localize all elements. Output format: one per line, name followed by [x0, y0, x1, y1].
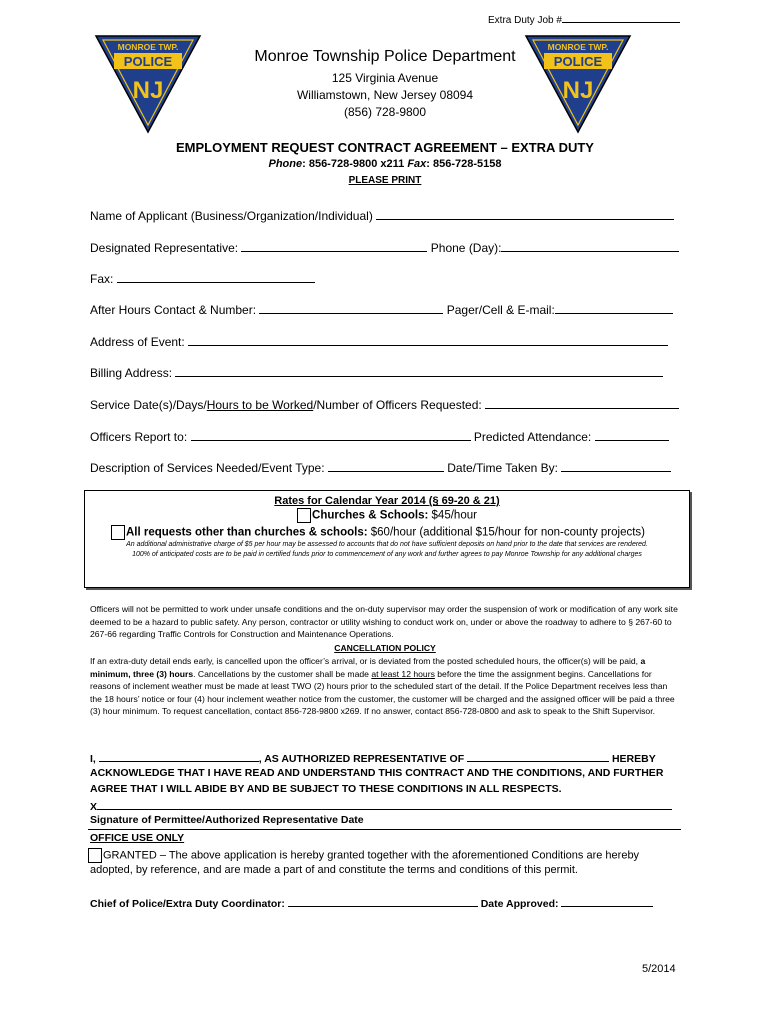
office-heading: OFFICE USE ONLY	[90, 832, 185, 844]
billing-label: Billing Address:	[90, 366, 173, 380]
cancellation-minimum: a minimum, three (3) hours	[90, 656, 646, 679]
predicted-attendance-field[interactable]	[595, 427, 669, 441]
ack-line-2: ACKNOWLEDGE THAT I HAVE READ AND UNDERSTAND THIS CONTRACT AND THE CONDITIONS, AND FURTHER	[90, 767, 664, 779]
signature-x: X	[90, 801, 98, 813]
signature-label: Signature of Permittee/Authorized Representative Date	[90, 814, 364, 826]
description-row	[90, 458, 671, 475]
granted-label: GRANTED	[103, 849, 157, 862]
form-version: 5/2014	[642, 963, 676, 975]
ack-hereby: HEREBY	[609, 753, 656, 765]
officers-report-label: Officers Report to:	[90, 430, 188, 444]
billing-field[interactable]	[175, 363, 663, 377]
extra-duty-job-label	[488, 12, 680, 26]
rates-note-admin: An additional administrative charge of $5 per hour may be assessed to accounts that do not have sufficient deposits on hand prior to the date that services are rendered.	[126, 541, 648, 548]
granted-row	[88, 848, 639, 863]
rates-heading: Rates for Calendar Year 2014 (§ 69-20 & 21)	[274, 495, 500, 507]
department-city: Williamstown, New Jersey 08094	[296, 88, 474, 102]
officers-report-field[interactable]	[191, 427, 471, 441]
form-title: EMPLOYMENT REQUEST CONTRACT AGREEMENT – EXTRA DUTY	[176, 140, 594, 155]
granted-text-2: adopted, by reference, and are made a part of and constitute the terms and conditions of this permit.	[90, 864, 578, 876]
rates-box	[84, 490, 690, 588]
service-row	[90, 395, 679, 412]
granted-checkbox[interactable]	[88, 848, 102, 863]
churches-checkbox[interactable]	[297, 508, 311, 523]
churches-rate: $45/hour	[428, 509, 477, 522]
service-label-post: /Number of Officers Requested:	[313, 398, 482, 412]
all-requests-label: All requests other than churches & schools:	[126, 526, 368, 539]
department-name: Monroe Township Police Department	[254, 48, 516, 65]
phone-day-label: Phone (Day):	[430, 241, 502, 255]
ack-as-rep: , AS AUTHORIZED REPRESENTATIVE OF	[258, 753, 468, 765]
department-street: 125 Virginia Avenue	[331, 71, 439, 85]
all-requests-rate: $60/hour (additional $15/hour for non-county projects)	[367, 526, 646, 539]
chief-row	[90, 895, 653, 910]
address-event-label: Address of Event:	[90, 335, 185, 349]
after-hours-row	[90, 300, 673, 317]
cancellation-text-1: If an extra-duty detail ends early, is cancelled upon the officer’s arrival, or is deviated from the posted scheduled hours, the officer(s) will be paid,	[90, 656, 641, 666]
fax-field[interactable]	[117, 269, 315, 283]
cancellation-paragraph	[90, 655, 680, 718]
department-phone: (856) 728-9800	[343, 105, 427, 119]
ack-line-3: AGREE THAT I WILL ABIDE BY AND BE SUBJECT TO THESE CONDITIONS IN ALL RESPECTS.	[90, 783, 562, 795]
officers-report-row	[90, 427, 669, 444]
phone-day-field[interactable]	[501, 238, 679, 252]
designated-rep-label: Designated Representative:	[90, 241, 239, 255]
designated-rep-field[interactable]	[241, 238, 427, 252]
ack-i: I,	[90, 753, 99, 765]
extra-duty-job-field[interactable]	[562, 12, 680, 23]
address-event-field[interactable]	[188, 332, 668, 346]
billing-row	[90, 363, 663, 380]
cancellation-text-3: before the time the assignment begins. Cancellations for reasons of inclement weather must be made at least TWO (2) hours prior to the scheduled start of the detail. If the Police Department receives less than the 18 hours’ notice or four (4) hour inclement weather notice from the customer, the customer will be charged and the assigned officer will be paid a three (3) hour minimum. To request cancellation, contact 856-728-9800 x269. If no answer, contact 856-728-0800 and ask to speak to the Shift Supervisor.	[90, 668, 675, 717]
predicted-attendance-label: Predicted Attendance:	[473, 430, 592, 444]
ack-line-1	[90, 750, 656, 765]
fax-label: Fax	[407, 158, 427, 170]
ack-name-field[interactable]	[99, 750, 259, 762]
chief-label: Chief of Police/Extra Duty Coordinator:	[90, 898, 285, 910]
date-time-label: Date/Time Taken By:	[447, 461, 558, 475]
signature-field[interactable]	[97, 798, 672, 810]
fax-field-label: Fax:	[90, 272, 114, 286]
fax-value: : 856-728-5158	[426, 158, 502, 170]
extra-duty-job-text: Extra Duty Job #	[488, 15, 562, 26]
applicant-row	[90, 206, 674, 223]
date-approved-field[interactable]	[561, 895, 653, 907]
all-requests-row	[85, 525, 689, 540]
signature-x-row	[90, 798, 672, 813]
service-label-hours: Hours to be Worked	[206, 398, 314, 412]
granted-text: – The above application is hereby granted together with the aforementioned Conditions are hereby	[156, 849, 640, 862]
pager-field[interactable]	[555, 300, 673, 314]
all-requests-checkbox[interactable]	[111, 525, 125, 540]
churches-row	[85, 508, 689, 523]
pager-label: Pager/Cell & E-mail:	[446, 303, 555, 317]
applicant-field[interactable]	[376, 206, 674, 220]
churches-label: Churches & Schools:	[312, 509, 429, 522]
designated-rep-row	[90, 238, 679, 255]
phone-value: : 856-728-9800 x211	[302, 158, 408, 170]
badge-line3: NJ	[132, 77, 164, 104]
rates-note-prepay: 100% of anticipated costs are to be paid in certified funds prior to commencement of any work and further agrees to pay Monroe Township for any additional charges	[132, 551, 642, 558]
description-field[interactable]	[328, 458, 444, 472]
address-event-row	[90, 332, 668, 349]
badge-line1: MONROE TWP.	[547, 42, 609, 52]
phone-label: Phone	[268, 158, 303, 170]
badge-line3: NJ	[562, 77, 594, 104]
fax-row	[90, 269, 315, 286]
ack-org-field[interactable]	[467, 750, 609, 762]
badge-line2: POLICE	[123, 54, 173, 69]
service-field[interactable]	[485, 395, 679, 409]
badge-line2: POLICE	[553, 54, 603, 69]
contact-line	[0, 158, 770, 170]
office-divider	[88, 829, 681, 830]
safety-paragraph: Officers will not be permitted to work under unsafe conditions and the on-duty supervisor may order the suspension of work or modification of any work site deemed to be a hazard to public safety. Any person, contractor or utility wishing to conduct work on, under or above the roadway to adhere to § 267-60 to 267-66 regarding Traffic Controls for Construction and Maintenance Operations.	[90, 604, 678, 640]
service-label-pre: Service Date(s)/Days/	[90, 398, 207, 412]
date-time-field[interactable]	[561, 458, 671, 472]
date-approved-label: Date Approved:	[480, 898, 559, 910]
cancellation-heading: CANCELLATION POLICY	[334, 643, 436, 653]
please-print: PLEASE PRINT	[348, 175, 422, 186]
applicant-label: Name of Applicant (Business/Organization/Individual)	[90, 209, 373, 223]
after-hours-label: After Hours Contact & Number:	[90, 303, 257, 317]
after-hours-field[interactable]	[259, 300, 443, 314]
cancellation-text-2: . Cancellations by the customer shall be made	[193, 668, 372, 679]
chief-field[interactable]	[288, 895, 478, 907]
cancellation-12-hours: at least 12 hours	[371, 668, 435, 679]
description-label: Description of Services Needed/Event Type:	[90, 461, 325, 475]
badge-line1: MONROE TWP.	[117, 42, 179, 52]
